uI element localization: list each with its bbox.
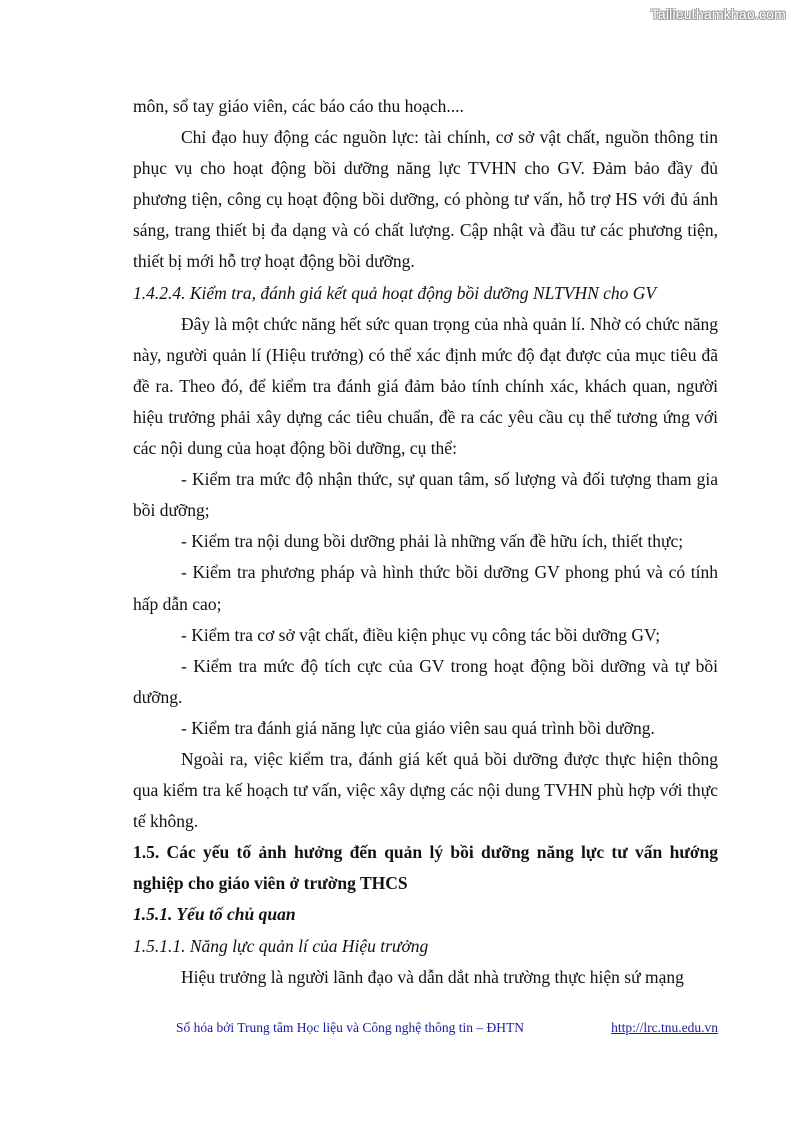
paragraph: Đây là một chức năng hết sức quan trọng của nhà quản lí. Nhờ có chức năng này, người quản lí (Hiệu trưởng) có thể xác định mức độ đạt được của mục tiêu đã đề ra. Theo đó, để kiểm tra đánh giá đảm bảo tính chính xác, khách quan, người hiệu trưởng phải xây dựng các tiêu chuẩn, đề ra các yêu cầu cụ thể tương ứng với các nội dung của hoạt động bồi dưỡng, cụ thể: (133, 313, 718, 459)
subsection-heading: 1.5.1. Yếu tố chủ quan (133, 904, 296, 925)
subsection-heading: 1.4.2.4. Kiểm tra, đánh giá kết quả hoạt động bồi dưỡng NLTVHN cho GV (133, 282, 657, 303)
subsubsection-heading: 1.5.1.1. Năng lực quản lí của Hiệu trưởng (133, 935, 429, 956)
footer-link[interactable]: http://lrc.tnu.edu.vn (611, 1020, 718, 1035)
paragraph: Ngoài ra, việc kiểm tra, đánh giá kết quả bồi dưỡng được thực hiện thông qua kiểm tra kế hoạch tư vấn, việc xây dựng các nội dung TVHN phù hợp với thực tế không. (133, 748, 718, 832)
list-item: - Kiểm tra mức độ nhận thức, sự quan tâm, số lượng và đối tượng tham gia bồi dưỡng; (133, 469, 718, 521)
paragraph: môn, sổ tay giáo viên, các báo cáo thu hoạch.... (133, 96, 464, 116)
section-heading: 1.5. Các yếu tố ảnh hưởng đến quản lý bồi dưỡng năng lực tư vấn hướng nghiệp cho giáo viên ở trường THCS (133, 842, 718, 894)
paragraph: Chỉ đạo huy động các nguồn lực: tài chính, cơ sở vật chất, nguồn thông tin phục vụ cho hoạt động bồi dưỡng năng lực TVHN cho GV. Đảm bảo đầy đủ phương tiện, công cụ hoạt động bồi dưỡng, có phòng tư vấn, hỗ trợ HS với đủ ánh sáng, trang thiết bị đa dạng và có chất lượng. Cập nhật và đầu tư các phương tiện, thiết bị mới hỗ trợ hoạt động bồi dưỡng. (133, 127, 718, 272)
list-item: - Kiểm tra mức độ tích cực của GV trong hoạt động bồi dưỡng và tự bồi dưỡng. (133, 655, 718, 707)
document-body (133, 91, 718, 993)
list-item: - Kiểm tra phương pháp và hình thức bồi dưỡng GV phong phú và có tính hấp dẫn cao; (133, 562, 718, 614)
list-item: - Kiểm tra đánh giá năng lực của giáo viên sau quá trình bồi dưỡng. (181, 717, 655, 738)
list-item: - Kiểm tra cơ sở vật chất, điều kiện phục vụ công tác bồi dưỡng GV; (181, 624, 661, 645)
paragraph: Hiệu trưởng là người lãnh đạo và dẫn dắt nhà trường thực hiện sứ mạng (181, 966, 684, 987)
list-item: - Kiểm tra nội dung bồi dưỡng phải là những vấn đề hữu ích, thiết thực; (181, 531, 684, 552)
footer-credit: Số hóa bởi Trung tâm Học liệu và Công nghệ thông tin – ĐHTN (176, 1020, 525, 1035)
watermark-text: Tailieuthamkhao.com (650, 6, 786, 22)
